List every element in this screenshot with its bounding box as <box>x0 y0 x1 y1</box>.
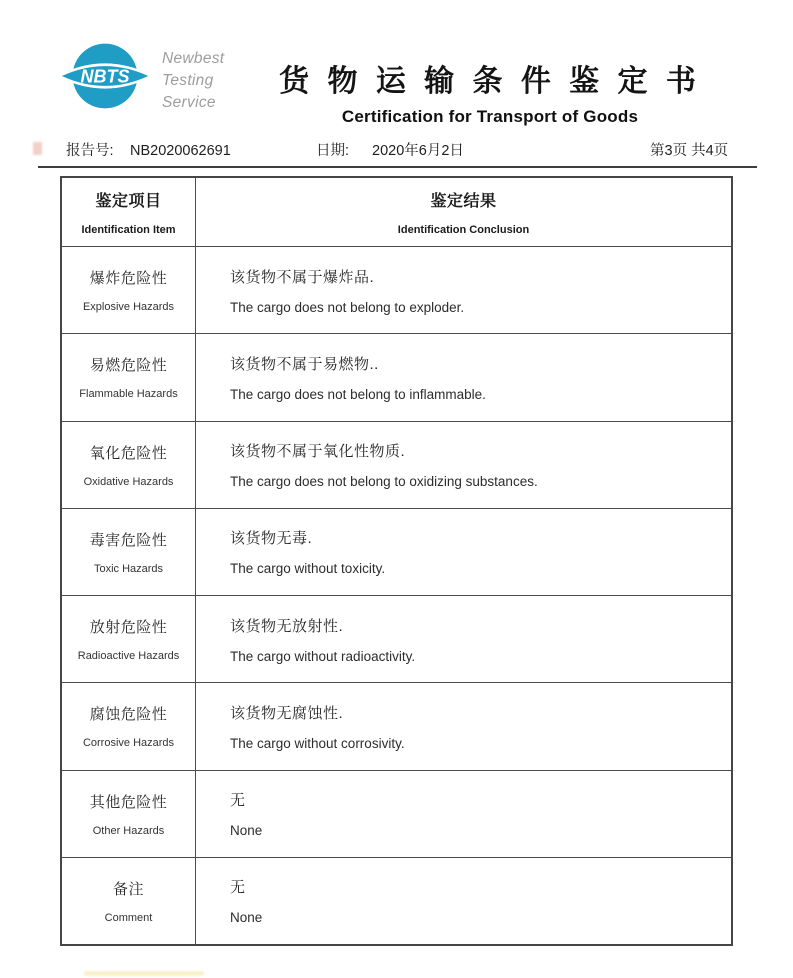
item-label-cn: 氧化危险性 <box>89 444 168 462</box>
item-label-cn: 易燃危险性 <box>89 357 168 375</box>
item-cell <box>62 247 196 333</box>
scan-artifact-red <box>33 142 42 155</box>
header-cell-conclusion <box>196 178 731 246</box>
item-cell <box>62 858 196 944</box>
header-item-en: Identification Item <box>81 224 176 236</box>
conclusion-cell <box>196 858 731 944</box>
item-label-cn: 毒害危险性 <box>89 531 168 549</box>
result-text-en: None <box>230 823 263 839</box>
item-label-cn: 爆炸危险性 <box>89 270 168 288</box>
item-cell <box>62 596 196 682</box>
company-name-line2: Testing <box>162 72 214 89</box>
result-text-en: The cargo without toxicity. <box>230 561 386 577</box>
scan-artifact-smudge <box>84 971 204 976</box>
date-value: 2020年6月2日 <box>372 143 464 159</box>
conclusion-cell <box>196 509 731 595</box>
table-row <box>62 771 731 858</box>
item-label-cn: 其他危险性 <box>89 793 168 811</box>
result-text-en: The cargo without radioactivity. <box>230 648 416 664</box>
item-cell <box>62 683 196 769</box>
item-label-en: Explosive Hazards <box>82 301 175 314</box>
report-number-label: 报告号: <box>66 143 114 159</box>
result-text-en: The cargo does not belong to exploder. <box>230 299 465 315</box>
date-label: 日期: <box>316 143 350 159</box>
result-text-cn: 该货物不属于氧化性物质. <box>230 443 406 461</box>
result-text-cn: 该货物不属于爆炸品. <box>230 268 375 286</box>
company-name-line1: Newbest <box>162 50 225 67</box>
item-label-en: Corrosive Hazards <box>82 737 175 750</box>
result-text-cn: 该货物不属于易燃物.. <box>230 355 379 373</box>
item-label-en: Other Hazards <box>92 824 165 837</box>
page-number: 第3页 共4页 <box>650 143 729 159</box>
result-text-cn: 无 <box>230 879 246 897</box>
item-cell <box>62 422 196 508</box>
table-row <box>62 509 731 596</box>
item-label-en: Oxidative Hazards <box>83 475 174 488</box>
result-text-en: The cargo does not belong to oxidizing substances. <box>230 474 538 490</box>
header-conclusion-en: Identification Conclusion <box>397 224 530 236</box>
item-label-en: Radioactive Hazards <box>77 650 180 663</box>
conclusion-cell <box>196 771 731 857</box>
table-row <box>62 422 731 509</box>
item-cell <box>62 509 196 595</box>
conclusion-cell <box>196 596 731 682</box>
table-row <box>62 858 731 944</box>
result-text-cn: 该货物无腐蚀性. <box>230 704 344 722</box>
document-title-cn: 货 物 运 输 条 件 鉴 定 书 <box>279 65 701 98</box>
company-logo <box>60 38 224 114</box>
item-label-cn: 备注 <box>112 880 144 898</box>
company-name-line3: Service <box>162 94 216 111</box>
conclusion-cell <box>196 422 731 508</box>
report-number-value: NB2020062691 <box>130 143 231 159</box>
conclusion-cell <box>196 683 731 769</box>
logo-abbr-text: NBTS <box>80 66 130 87</box>
conclusion-cell <box>196 247 731 333</box>
header-conclusion-cn: 鉴定结果 <box>430 193 497 210</box>
document-title-block <box>275 56 705 127</box>
table-row <box>62 247 731 334</box>
document-title-en: Certification for Transport of Goods <box>341 107 639 126</box>
item-label-en: Flammable Hazards <box>79 388 178 401</box>
header-cell-item <box>62 178 196 246</box>
item-cell <box>62 334 196 420</box>
item-label-cn: 腐蚀危险性 <box>89 706 168 724</box>
item-label-cn: 放射危险性 <box>89 619 168 637</box>
report-meta-row <box>38 139 757 168</box>
result-text-en: None <box>230 910 263 926</box>
item-label-en: Toxic Hazards <box>93 562 164 575</box>
result-text-cn: 无 <box>230 792 246 810</box>
result-text-cn: 该货物无放射性. <box>230 617 344 635</box>
item-cell <box>62 771 196 857</box>
nbts-globe-icon <box>60 38 150 114</box>
conclusion-cell <box>196 334 731 420</box>
result-text-en: The cargo without corrosivity. <box>230 735 405 751</box>
result-text-cn: 该货物无毒. <box>230 530 313 548</box>
item-label-en: Comment <box>104 911 153 924</box>
company-name <box>162 48 224 114</box>
result-text-en: The cargo does not belong to inflammable. <box>230 386 486 402</box>
identification-table <box>60 176 733 946</box>
table-row <box>62 683 731 770</box>
table-row <box>62 334 731 421</box>
table-row <box>62 596 731 683</box>
table-header-row <box>62 178 731 247</box>
header-item-cn: 鉴定项目 <box>95 193 162 210</box>
